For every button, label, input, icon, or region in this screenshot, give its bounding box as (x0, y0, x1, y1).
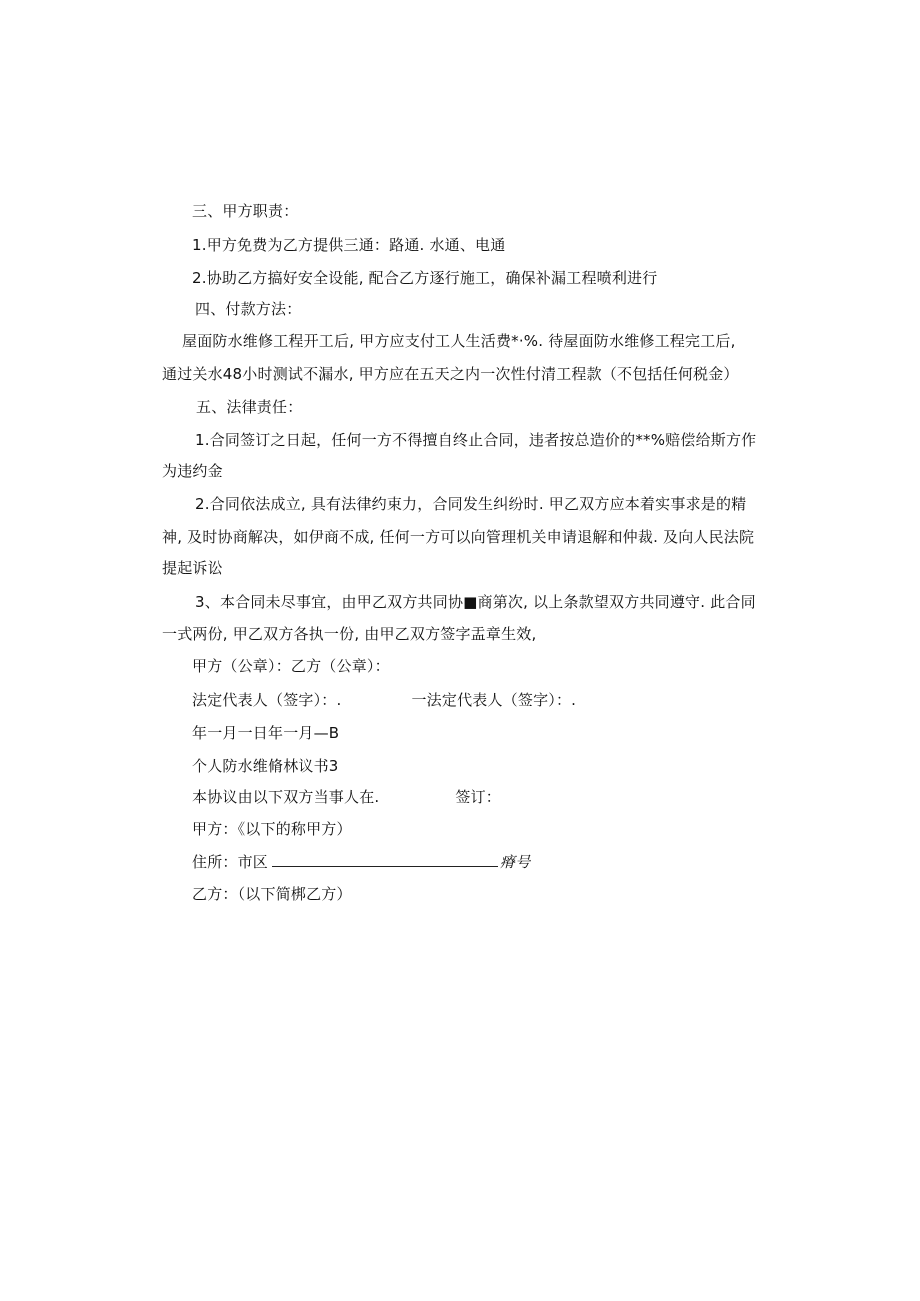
party-a-line: 甲方：《以下的称甲方） (192, 820, 352, 838)
section-four-heading: 四、付款方法： (195, 300, 302, 318)
address-label: 住所：市区 (192, 853, 269, 871)
address-suffix: 瘠号 (500, 853, 531, 871)
party-b-line: 乙方：（以下简梆乙方） (192, 885, 352, 903)
section-three-item-2: 2.协助乙方搞好安全设能, 配合乙方逐行施工，确保补漏工程喷利进行 (192, 269, 658, 287)
legal-representative-b: 一法定代表人（签字）：. (411, 691, 577, 709)
section-three-heading: 三、甲方职责： (192, 202, 299, 220)
section-five-heading: 五、法律责任： (196, 398, 303, 416)
section-five-item-2-line-2: 神, 及时协商解决，如伊商不成, 任何一方可以向管理机关申请退解和仲裁. 及向人民法院 (162, 528, 755, 546)
agreement-intro-line (192, 787, 501, 807)
section-five-item-3-line-1: 3、本合同未尽事宜，由甲乙双方共同协■商第次, 以上条款望双方共同遵守. 此合同 (195, 593, 756, 611)
legal-representative-line (192, 690, 576, 710)
agreement-intro-signed: 签订： (455, 788, 501, 806)
section-three-item-1: 1.甲方免费为乙方提供三通：路通. 水通、电通 (192, 236, 506, 254)
section-four-paragraph-line-1: 屋面防水维修工程开工后, 甲方应支付工人生活费*·%. 待屋面防水维修工程完工后, (182, 332, 736, 350)
section-five-item-1-line-1: 1.合同签订之日起，任何一方不得擅自终止合同，违者按总造价的**%赔偿给斯方作 (195, 431, 757, 449)
signature-date-line: 年一月一日年一月—B (192, 724, 340, 742)
agreement-title: 个人防水维脩林议书3 (192, 757, 339, 775)
section-five-item-2-line-1: 2.合同依法成立, 具有法律约束力，合同发生纠纷时. 甲乙双方应本着实事求是的精 (195, 495, 747, 513)
section-five-item-2-line-3: 提起诉讼 (162, 559, 223, 577)
seals-line: 甲方（公章）：乙方（公章）： (192, 657, 390, 675)
address-blank-field (272, 851, 498, 867)
legal-representative-a: 法定代表人（签字）：. (192, 691, 342, 709)
section-five-item-1-line-2: 为违约金 (162, 462, 223, 480)
section-five-item-3-line-2: 一式两份, 甲乙双方各执一份, 由甲乙双方签字盂章生效, (162, 625, 537, 643)
section-four-paragraph-line-2: 通过关水48小时测试不漏水, 甲方应在五天之内一次性付清工程款（不包括任何税金） (162, 365, 739, 383)
address-line (192, 851, 530, 872)
agreement-intro-text: 本协议由以下双方当事人在. (192, 788, 380, 806)
